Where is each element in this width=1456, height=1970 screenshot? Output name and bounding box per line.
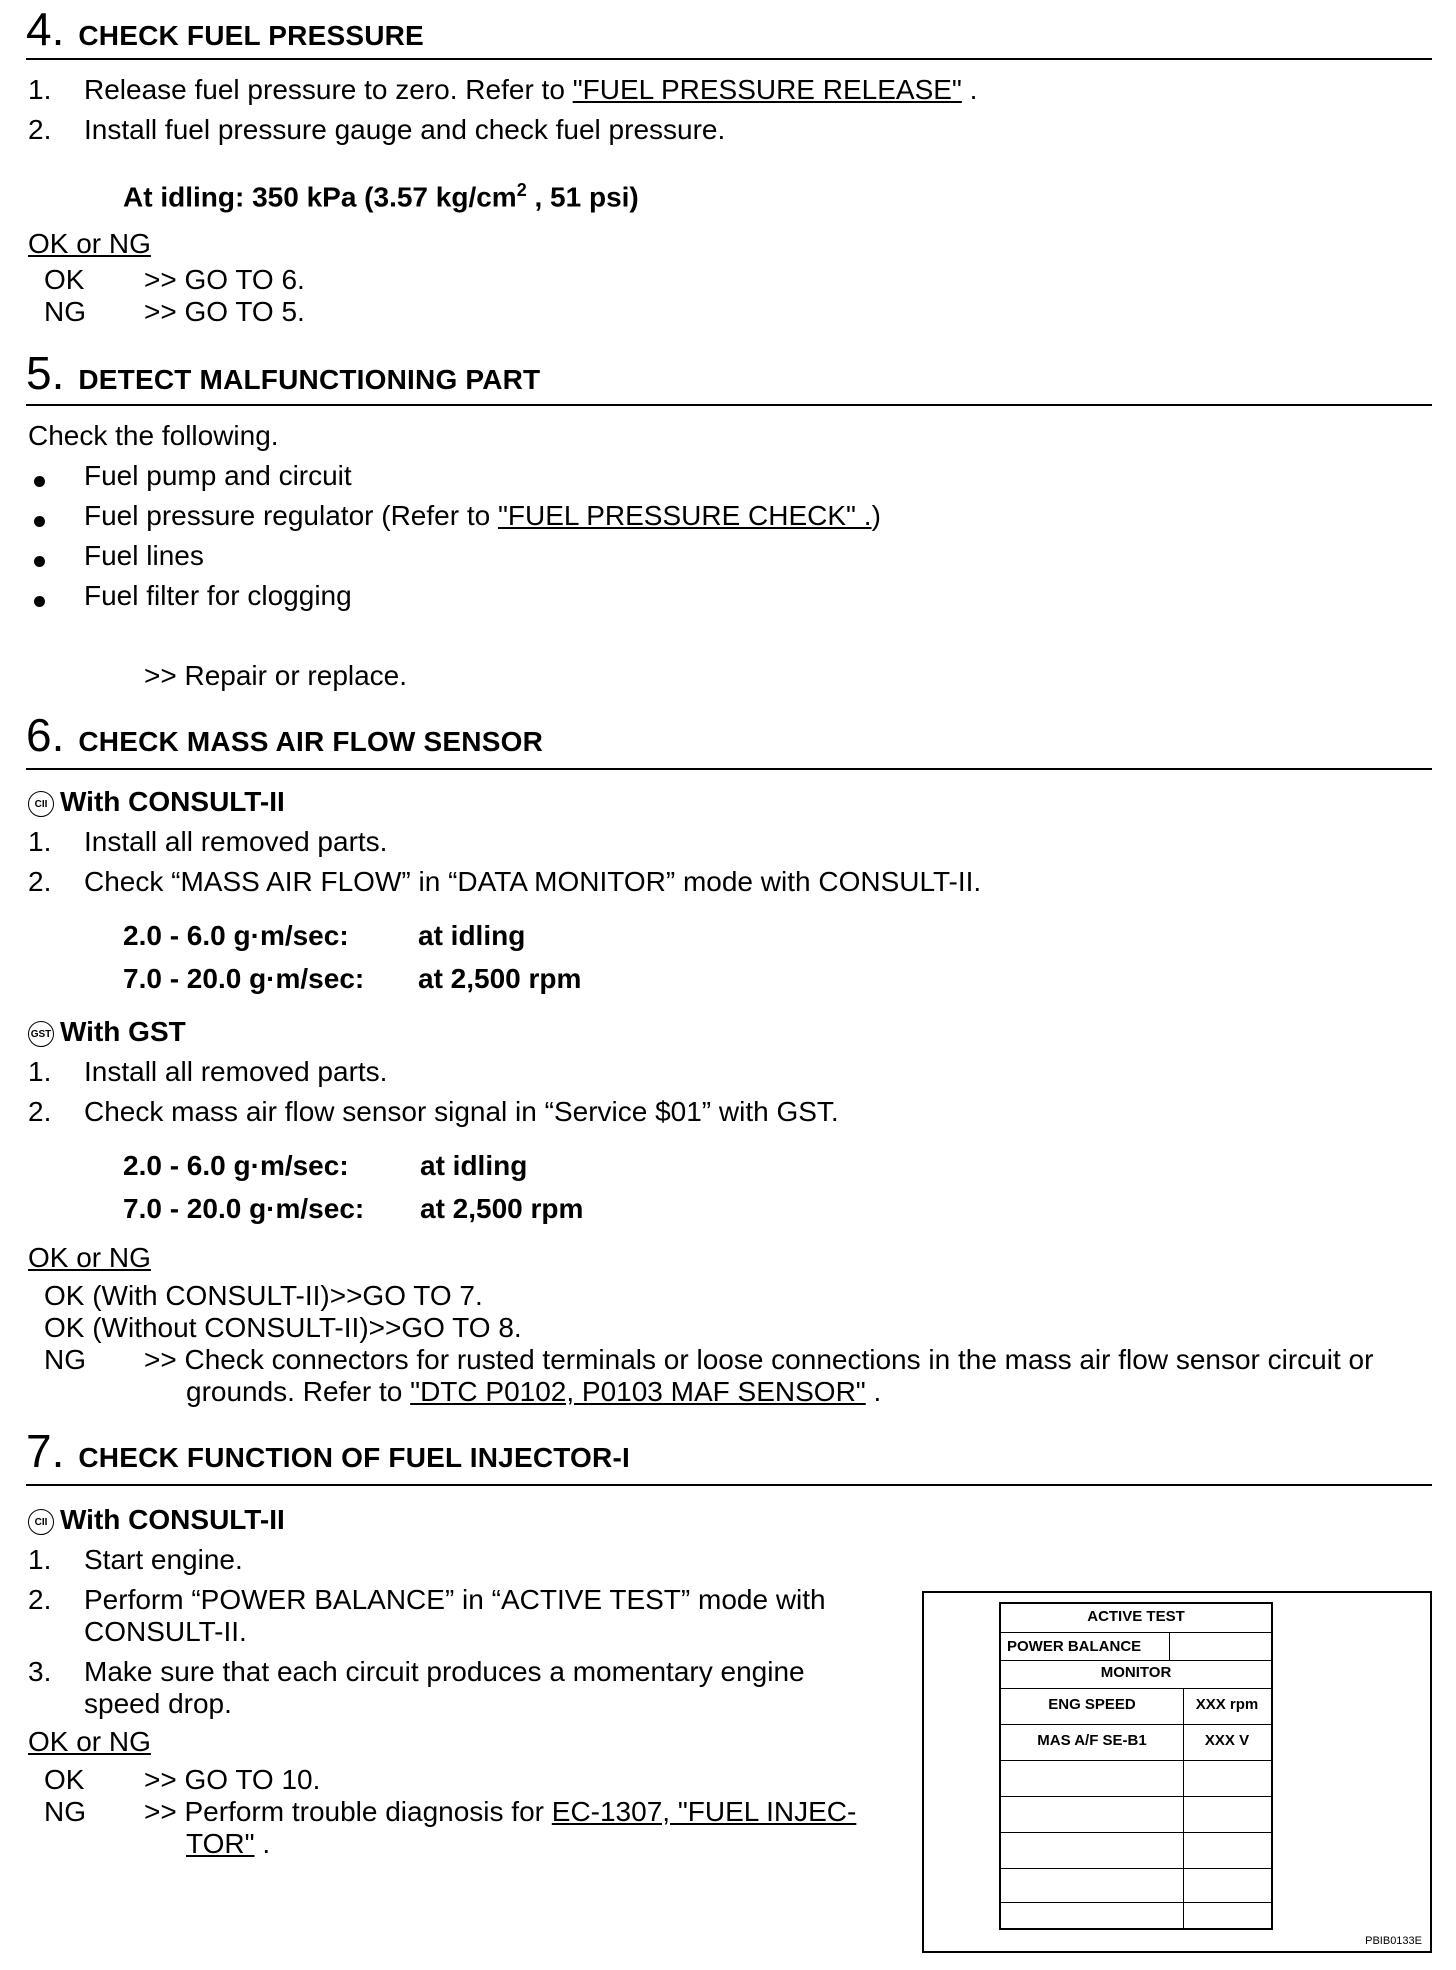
repair-action: >> Repair or replace. xyxy=(144,660,408,691)
with-consult-heading: CII With CONSULT-II xyxy=(28,1504,285,1536)
ng-result-cont: TOR" . xyxy=(186,1828,271,1859)
list-number: 1. xyxy=(28,1056,52,1087)
figure-code: PBIB0133E xyxy=(1365,1935,1422,1947)
ok-result: OK (With CONSULT-II)>>GO TO 7. xyxy=(44,1280,483,1311)
step-title: CHECK MASS AIR FLOW SENSOR xyxy=(78,726,543,757)
step-number: 7. xyxy=(26,1425,65,1477)
list-item: Release fuel pressure to zero. Refer to "FUEL PRESSURE RELEASE" . xyxy=(84,74,978,105)
step-title: DETECT MALFUNCTIONING PART xyxy=(78,364,541,395)
list-number: 3. xyxy=(28,1656,52,1687)
ng-label: NG xyxy=(44,1344,86,1375)
list-number: 2. xyxy=(28,1584,52,1615)
list-item-cont: CONSULT-II. xyxy=(84,1616,247,1647)
step-title: CHECK FUEL PRESSURE xyxy=(78,20,424,51)
bullet-item: Fuel lines xyxy=(84,540,204,571)
list-item: Check mass air flow sensor signal in “Service $01” with GST. xyxy=(84,1096,839,1127)
ok-or-ng-heading: OK or NG xyxy=(28,1726,151,1757)
list-number: 2. xyxy=(28,114,52,145)
divider xyxy=(1169,1632,1170,1660)
ng-result-cont: grounds. Refer to "DTC P0102, P0103 MAF SENSOR" . xyxy=(186,1376,882,1407)
bullet-item: Fuel filter for clogging xyxy=(84,580,352,611)
list-item: Perform “POWER BALANCE” in “ACTIVE TEST” mode with xyxy=(84,1584,826,1615)
step-5-header xyxy=(26,347,1432,406)
divider xyxy=(1001,1902,1271,1903)
fuel-injector-link-cont[interactable]: TOR" xyxy=(186,1828,255,1859)
step-number: 5. xyxy=(26,347,65,399)
maf-spec-value: 2.0 - 6.0 g·m/sec: xyxy=(123,920,349,951)
bullet-dot xyxy=(34,556,45,567)
divider xyxy=(1001,1660,1271,1661)
ok-label: OK xyxy=(44,264,85,295)
ok-result: >> GO TO 6. xyxy=(144,264,305,295)
step-7-header xyxy=(26,1425,1432,1486)
list-item: Install fuel pressure gauge and check fuel pressure. xyxy=(84,114,726,145)
divider xyxy=(1001,1832,1271,1833)
ok-label: OK xyxy=(44,1764,85,1795)
fuel-pressure-release-link[interactable]: "FUEL PRESSURE RELEASE" xyxy=(572,74,962,105)
divider xyxy=(1001,1868,1271,1869)
divider xyxy=(1001,1796,1271,1797)
maf-value: XXX V xyxy=(1204,1732,1250,1749)
ng-result: >> Check connectors for rusted terminals or loose connections in the mass air flow sensor circuit or xyxy=(144,1344,1374,1375)
bullet-dot xyxy=(34,516,45,527)
ng-label: NG xyxy=(44,296,86,327)
ok-or-ng-heading: OK or NG xyxy=(28,1242,151,1273)
maf-sensor-link[interactable]: "DTC P0102, P0103 MAF SENSOR" xyxy=(410,1376,866,1407)
list-item: Make sure that each circuit produces a momentary engine xyxy=(84,1656,805,1687)
list-number: 1. xyxy=(28,74,52,105)
maf-spec-condition: at idling xyxy=(420,1150,528,1181)
ok-or-ng-heading: OK or NG xyxy=(28,228,151,259)
active-test-figure xyxy=(922,1591,1432,1953)
power-balance-label: POWER BALANCE xyxy=(1007,1638,1142,1655)
ok-result: OK (Without CONSULT-II)>>GO TO 8. xyxy=(44,1312,522,1343)
with-gst-heading: GST With GST xyxy=(28,1016,186,1048)
monitor-label: MONITOR xyxy=(1100,1664,1172,1681)
fuel-pressure-spec: At idling: 350 kPa (3.57 $kg/cm^2$ , 51 psi) xyxy=(123,180,639,213)
step-4-header xyxy=(26,3,1432,60)
consult-screen xyxy=(999,1602,1273,1930)
screen-header: ACTIVE TEST xyxy=(1087,1608,1185,1625)
ok-result: >> GO TO 10. xyxy=(144,1764,321,1795)
bullet-dot xyxy=(34,596,45,607)
divider xyxy=(1001,1724,1271,1725)
with-consult-heading: CII With CONSULT-II xyxy=(28,786,285,818)
maf-spec-condition: at 2,500 rpm xyxy=(418,963,582,994)
ng-result: >> GO TO 5. xyxy=(144,296,305,327)
list-number: 1. xyxy=(28,1544,52,1575)
bullet-dot xyxy=(34,476,45,487)
divider xyxy=(1001,1632,1271,1633)
list-item-cont: speed drop. xyxy=(84,1688,232,1719)
ng-result: >> Perform trouble diagnosis for EC-1307, "FUEL INJEC- xyxy=(144,1796,857,1827)
ng-label: NG xyxy=(44,1796,86,1827)
step-title: CHECK FUNCTION OF FUEL INJECTOR-I xyxy=(78,1442,630,1473)
maf-spec-value: 2.0 - 6.0 g·m/sec: xyxy=(123,1150,349,1181)
list-item: Start engine. xyxy=(84,1544,243,1575)
list-number: 1. xyxy=(28,826,52,857)
list-number: 2. xyxy=(28,1096,52,1127)
consult-icon: CII xyxy=(28,791,54,817)
maf-spec-value: 7.0 - 20.0 g·m/sec: xyxy=(123,1193,365,1224)
maf-spec-value: 7.0 - 20.0 g·m/sec: xyxy=(123,963,365,994)
divider xyxy=(1001,1688,1271,1689)
eng-speed-label: ENG SPEED xyxy=(1048,1696,1136,1713)
bullet-item: Fuel pump and circuit xyxy=(84,460,352,491)
gst-icon: GST xyxy=(28,1021,54,1047)
maf-spec-condition: at 2,500 rpm xyxy=(420,1193,584,1224)
maf-label: MAS A/F SE-B1 xyxy=(1037,1732,1147,1749)
step-6-header xyxy=(26,709,1432,770)
list-item: Check “MASS AIR FLOW” in “DATA MONITOR” mode with CONSULT-II. xyxy=(84,866,982,897)
step-number: 4. xyxy=(26,3,65,55)
consult-icon: CII xyxy=(28,1509,54,1535)
fuel-pressure-check-link[interactable]: "FUEL PRESSURE CHECK" . xyxy=(497,500,872,531)
divider xyxy=(1001,1760,1271,1761)
check-intro: Check the following. xyxy=(28,420,279,451)
list-item: Install all removed parts. xyxy=(84,1056,388,1087)
eng-speed-value: XXX rpm xyxy=(1195,1696,1259,1713)
list-number: 2. xyxy=(28,866,52,897)
bullet-item: Fuel pressure regulator (Refer to "FUEL PRESSURE CHECK" .) xyxy=(84,500,881,531)
fuel-injector-link[interactable]: EC-1307, "FUEL INJEC- xyxy=(551,1796,857,1827)
list-item: Install all removed parts. xyxy=(84,826,388,857)
maf-spec-condition: at idling xyxy=(418,920,526,951)
step-number: 6. xyxy=(26,709,65,761)
